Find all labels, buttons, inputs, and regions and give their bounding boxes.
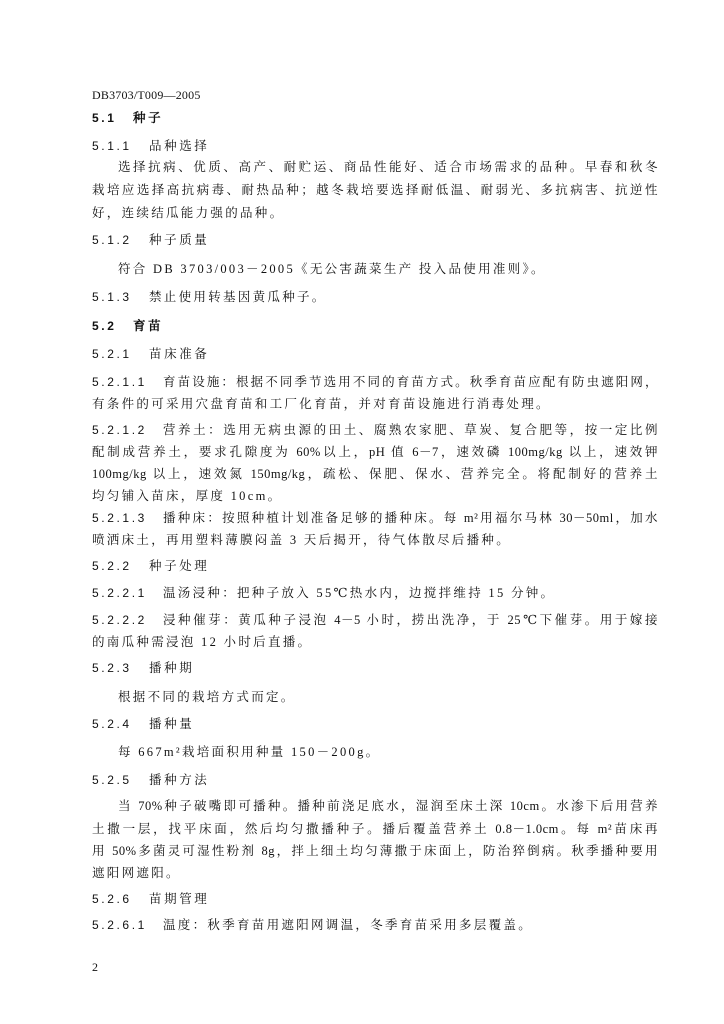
heading-5-2: [92, 315, 658, 337]
section-number: 5.2.1.1: [92, 375, 147, 389]
paragraph-line: 浸种催芽：黄瓜种子浸泡 4－5 小时，捞出洗净，于 25℃下催芽。用于嫁接: [163, 613, 658, 627]
section-title: 播种期: [149, 661, 195, 675]
section-title: 品种选择: [149, 139, 210, 153]
paragraph-line: 育苗设施：根据不同季节选用不同的育苗方式。秋季育苗应配有防虫遮阳网，: [163, 375, 658, 389]
heading-5-2-3: [92, 657, 658, 679]
paragraph-line: 根据不同的栽培方式而定。: [118, 690, 296, 704]
section-number: 5.2.2.1: [92, 586, 147, 600]
paragraph-line: 播种床：按照种植计划准备足够的播种床。每 m²用福尔马林 30－50ml，加水: [163, 511, 658, 525]
doc-header-code: DB3703/T009—2005: [92, 88, 201, 102]
section-title: 苗期管理: [149, 892, 210, 906]
heading-5-2-6: [92, 888, 658, 910]
paragraph-line: 每 667m²栽培面积用种量 150－200g。: [118, 745, 381, 759]
section-number: 5.2.2.2: [92, 613, 147, 627]
section-number: 5.2.6: [92, 892, 132, 906]
heading-5-1-2: [92, 229, 658, 251]
section-number: 5.1.3: [92, 290, 132, 304]
heading-5-2-1: [92, 343, 658, 365]
paragraph-line: 土撒一层，找平床面，然后均匀撒播种子。播后覆盖营养土 0.8－1.0cm。每 m²苗床再: [92, 822, 658, 836]
section-title: 播种量: [149, 717, 195, 731]
section-number: 5.2.1.3: [92, 511, 147, 525]
paragraph-line: 的南瓜种需浸泡 12 小时后直播。: [92, 635, 313, 649]
heading-5-1: [92, 107, 658, 129]
clause-5-2-2-2: [92, 609, 658, 631]
paragraph-line: 温度：秋季育苗用遮阳网调温，冬季育苗采用多层覆盖。: [163, 918, 534, 932]
clause-5-2-1-2: [92, 419, 658, 441]
clause-5-2-1-3: [92, 507, 658, 529]
section-title: 种子处理: [149, 559, 210, 573]
clause-5-1-3: [92, 286, 658, 308]
paragraph-line: 用 50%多菌灵可湿性粉剂 8g，拌上细土均匀薄撒于床面上，防治猝倒病。秋季播种要用: [92, 844, 658, 858]
section-number: 5.2.3: [92, 661, 132, 675]
paragraph-line: 营养土：选用无病虫源的田土、腐熟农家肥、草炭、复合肥等，按一定比例: [163, 423, 658, 437]
section-number: 5.2.6.1: [92, 918, 147, 932]
paragraph-line: 遮阳网遮阳。: [92, 866, 181, 880]
paragraph-line: 栽培应选择高抗病毒、耐热品种；越冬栽培要选择耐低温、耐弱光、多抗病害、抗逆性: [92, 183, 658, 197]
page-number: 2: [92, 960, 98, 974]
clause-5-2-2-1: [92, 582, 658, 604]
paragraph-line: 当 70%种子破嘴即可播种。播种前浇足底水，湿润至床土深 10cm。水渗下后用营养: [118, 799, 658, 813]
heading-5-2-5: [92, 769, 658, 791]
clause-5-2-6-1: [92, 914, 658, 936]
section-number: 5.2.1.2: [92, 423, 147, 437]
heading-5-2-4: [92, 713, 658, 735]
section-number: 5.2.5: [92, 773, 132, 787]
section-number: 5.2.4: [92, 717, 132, 731]
clause-5-2-1-1: [92, 371, 658, 393]
section-number: 5.2: [92, 319, 117, 333]
section-title: 种子: [133, 111, 164, 125]
paragraph-line: 配制成营养土，要求孔隙度为 60%以上，pH 值 6－7，速效磷 100mg/kg 以上，速效钾: [92, 445, 658, 459]
section-number: 5.1.2: [92, 233, 132, 247]
paragraph-line: 100mg/kg 以上，速效氮 150mg/kg，疏松、保肥、保水、营养完全。将配制好的营养土: [92, 467, 658, 481]
paragraph-line: 有条件的可采用穴盘育苗和工厂化育苗，并对育苗设施进行消毒处理。: [92, 397, 551, 411]
paragraph-line: 温汤浸种：把种子放入 55℃热水内，边搅拌维持 15 分钟。: [163, 586, 556, 600]
section-number: 5.2.1: [92, 347, 132, 361]
section-number: 5.2.2: [92, 559, 132, 573]
section-number: 5.1: [92, 111, 117, 125]
heading-5-2-2: [92, 555, 658, 577]
paragraph-line: 符合 DB 3703/003－2005《无公害蔬菜生产 投入品使用准则》。: [118, 262, 546, 276]
paragraph-line: 喷洒床土，再用塑料薄膜闷盖 3 天后揭开，待气体散尽后播种。: [92, 533, 512, 547]
paragraph-line: 均匀铺入苗床，厚度 10cm。: [92, 489, 283, 503]
section-title: 育苗: [133, 319, 164, 333]
section-title: 种子质量: [149, 233, 210, 247]
section-title: 苗床准备: [149, 347, 210, 361]
heading-5-1-1: [92, 135, 658, 157]
paragraph-line: 好，连续结瓜能力强的品种。: [92, 206, 285, 220]
paragraph-line: 选择抗病、优质、高产、耐贮运、商品性能好、适合市场需求的品种。早春和秋冬: [118, 160, 658, 174]
section-title: 播种方法: [149, 773, 210, 787]
clause-text: 禁止使用转基因黄瓜种子。: [149, 290, 327, 304]
section-number: 5.1.1: [92, 139, 132, 153]
